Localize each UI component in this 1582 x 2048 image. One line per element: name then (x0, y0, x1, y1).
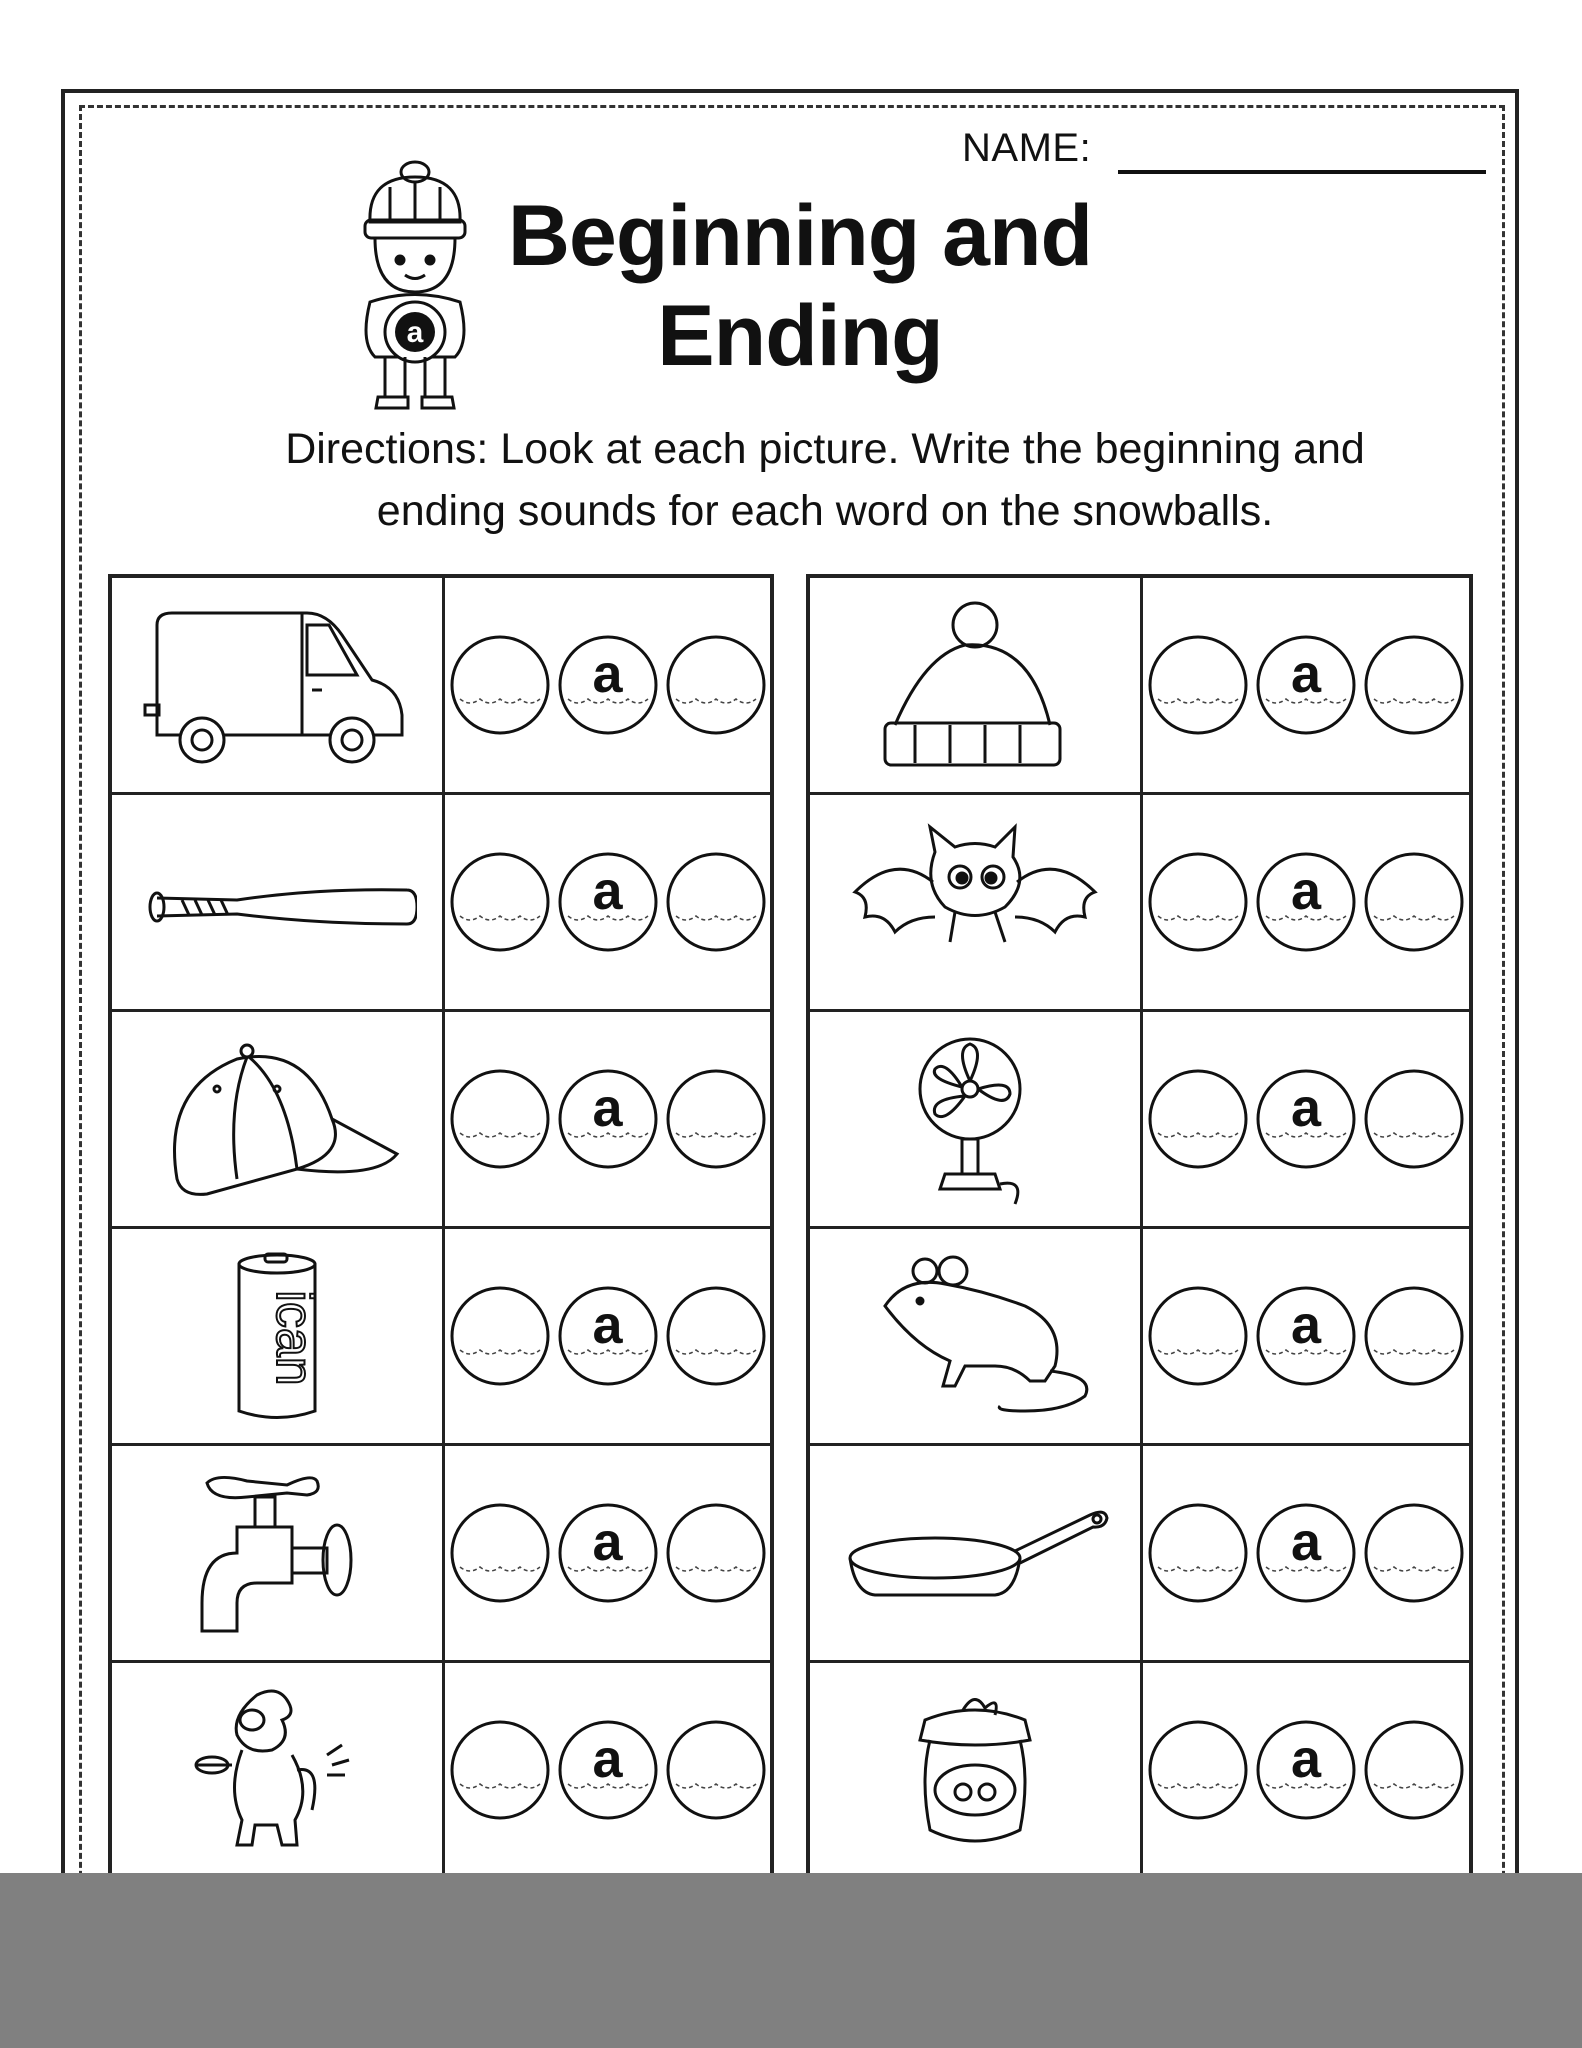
picture-cell (810, 795, 1143, 1009)
picture-cell (810, 1229, 1143, 1443)
vowel-letter: a (592, 644, 623, 704)
can-icon (137, 1246, 417, 1426)
picture-cell (112, 795, 445, 1009)
picture-cell (810, 1446, 1143, 1660)
beginning-sound-snowball[interactable] (448, 1501, 552, 1605)
vowel-letter: a (1290, 861, 1322, 921)
picture-cell (112, 1663, 445, 1877)
directions-line-1: Directions: Look at each picture. Write the beginning and (285, 425, 1365, 473)
vowel-letter: a (592, 1078, 623, 1138)
vowel-letter: a (1290, 1729, 1322, 1789)
table-row (112, 1446, 770, 1663)
snowball-set (1143, 578, 1469, 792)
ending-sound-snowball[interactable] (664, 1284, 768, 1388)
cap-icon (137, 1029, 417, 1209)
title-line-1: Beginning and (507, 188, 1093, 284)
beginning-sound-snowball[interactable] (1146, 1284, 1250, 1388)
snowball-set (445, 795, 770, 1009)
ending-sound-snowball[interactable] (1362, 1284, 1466, 1388)
ending-sound-snowball[interactable] (1362, 1067, 1466, 1171)
beginning-sound-snowball[interactable] (448, 1067, 552, 1171)
vowel-snowball (556, 1284, 660, 1388)
fan-icon (835, 1029, 1115, 1209)
vowel-letter: a (592, 861, 623, 921)
pan-icon (835, 1463, 1115, 1643)
bottom-gray-bar (0, 1873, 1582, 2048)
ending-sound-snowball[interactable] (664, 1718, 768, 1822)
ending-sound-snowball[interactable] (1362, 1501, 1466, 1605)
snowball-set (1143, 1446, 1469, 1660)
vowel-snowball (556, 1501, 660, 1605)
vowel-snowball (1254, 1718, 1358, 1822)
table-row (810, 578, 1469, 795)
picture-cell (810, 1663, 1143, 1877)
directions-line-2: ending sounds for each word on the snowballs. (376, 487, 1274, 535)
rat-icon (835, 1246, 1115, 1426)
ending-sound-snowball[interactable] (1362, 633, 1466, 737)
picture-cell (112, 1446, 445, 1660)
table-row (112, 1663, 770, 1880)
kid-badge-letter: a (406, 316, 424, 349)
ending-sound-snowball[interactable] (664, 1501, 768, 1605)
picture-cell (810, 1012, 1143, 1226)
vowel-snowball (556, 850, 660, 954)
dog-wag-icon (137, 1680, 417, 1860)
picture-cell (112, 1012, 445, 1226)
snowball-set (1143, 795, 1469, 1009)
vowel-snowball (556, 1718, 660, 1822)
beginning-sound-snowball[interactable] (448, 850, 552, 954)
vowel-snowball (1254, 850, 1358, 954)
vowel-snowball (1254, 1067, 1358, 1171)
snowball-set (1143, 1012, 1469, 1226)
beginning-sound-snowball[interactable] (1146, 633, 1250, 737)
picture-cell (112, 1229, 445, 1443)
vowel-snowball (1254, 633, 1358, 737)
bat-stick-icon (137, 812, 417, 992)
picture-cell (112, 578, 445, 792)
bat-animal-icon (835, 812, 1115, 992)
vowel-letter: a (592, 1512, 623, 1572)
table-row (810, 1446, 1469, 1663)
ending-sound-snowball[interactable] (664, 1067, 768, 1171)
title-line-2: Ending (657, 288, 943, 384)
jam-icon (835, 1680, 1115, 1860)
picture-cell (810, 578, 1143, 792)
vowel-letter: a (1290, 1512, 1322, 1572)
ending-sound-snowball[interactable] (664, 850, 768, 954)
beginning-sound-snowball[interactable] (448, 1718, 552, 1822)
snowball-set (445, 1229, 770, 1443)
vowel-snowball (556, 633, 660, 737)
beginning-sound-snowball[interactable] (448, 633, 552, 737)
snowball-set (445, 578, 770, 792)
name-label: NAME: (962, 126, 1092, 170)
beginning-sound-snowball[interactable] (1146, 850, 1250, 954)
table-row (112, 1012, 770, 1229)
table-row (112, 578, 770, 795)
snowball-set (445, 1663, 770, 1877)
van-icon (137, 595, 417, 775)
table-row (810, 1012, 1469, 1229)
worksheet-grid-right (806, 574, 1473, 1884)
vowel-letter: a (592, 1729, 623, 1789)
hat-icon (835, 595, 1115, 775)
snowball-set (1143, 1663, 1469, 1877)
ending-sound-snowball[interactable] (1362, 1718, 1466, 1822)
vowel-letter: a (592, 1295, 623, 1355)
snowball-set (1143, 1229, 1469, 1443)
directions (200, 418, 1450, 542)
beginning-sound-snowball[interactable] (448, 1284, 552, 1388)
ending-sound-snowball[interactable] (1362, 850, 1466, 954)
vowel-letter: a (1290, 644, 1322, 704)
worksheet-grid-left (108, 574, 774, 1884)
snowball-set (445, 1446, 770, 1660)
page-title (490, 186, 1110, 386)
table-row (810, 1229, 1469, 1446)
table-row (112, 1229, 770, 1446)
vowel-letter: a (1290, 1078, 1322, 1138)
table-row (810, 1663, 1469, 1880)
beginning-sound-snowball[interactable] (1146, 1718, 1250, 1822)
can-label-text: ican (265, 1290, 323, 1386)
vowel-snowball (1254, 1501, 1358, 1605)
beginning-sound-snowball[interactable] (1146, 1067, 1250, 1171)
table-row (810, 795, 1469, 1012)
vowel-snowball (556, 1067, 660, 1171)
vowel-snowball (1254, 1284, 1358, 1388)
name-write-line[interactable] (1118, 170, 1486, 174)
beginning-sound-snowball[interactable] (1146, 1501, 1250, 1605)
kid-holding-snowball-icon (340, 142, 490, 412)
snowball-set (445, 1012, 770, 1226)
tap-icon (137, 1463, 417, 1643)
ending-sound-snowball[interactable] (664, 633, 768, 737)
vowel-letter: a (1290, 1295, 1322, 1355)
table-row (112, 795, 770, 1012)
